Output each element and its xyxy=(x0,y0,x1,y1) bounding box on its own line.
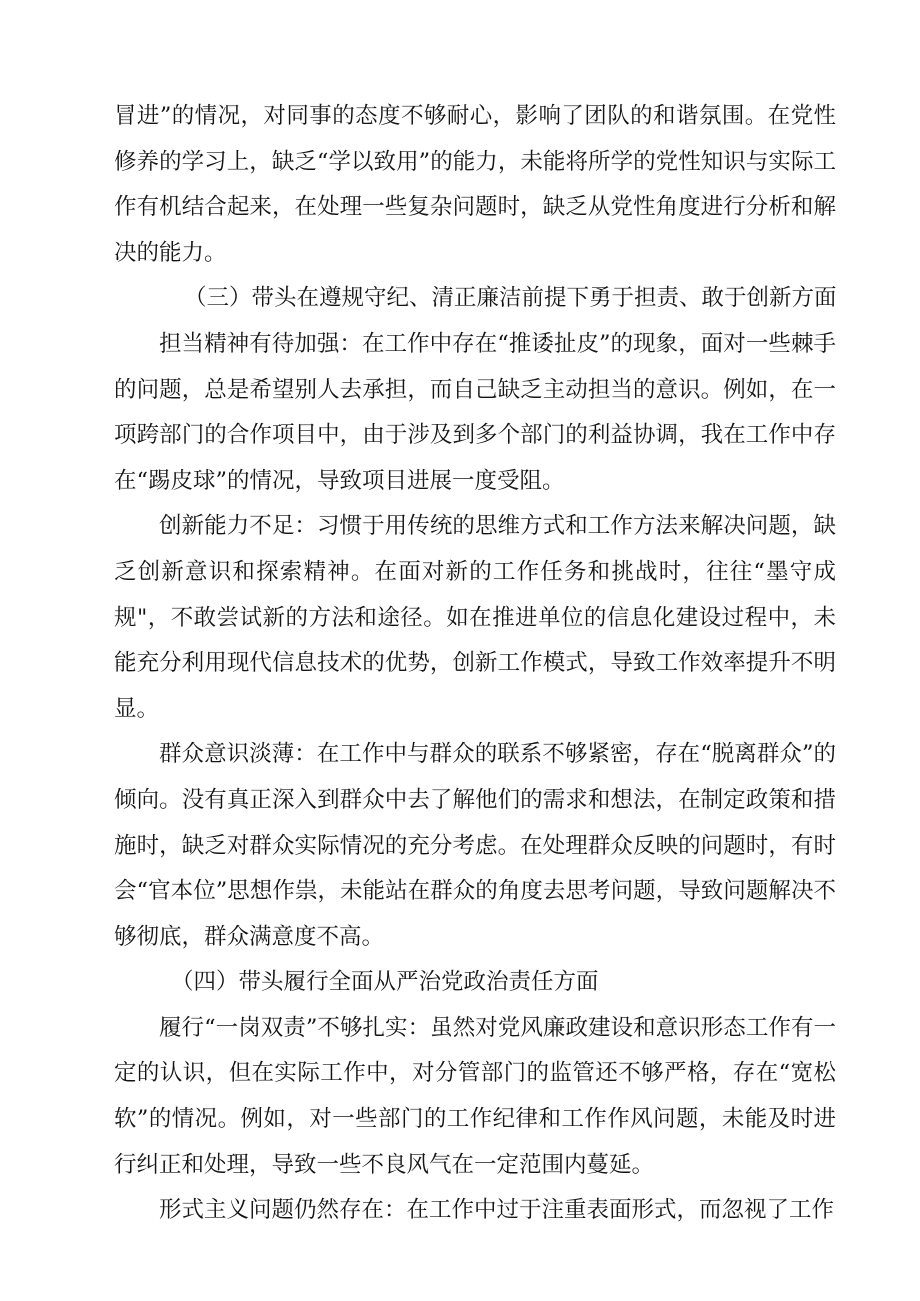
document-body xyxy=(114,94,836,1234)
paragraph-mass-awareness: 群众意识淡薄：在工作中与群众的联系不够紧密，存在“脱离群众”的倾向。没有真正深入到群众中去了解他们的需求和想法，在制定政策和措施时，缺乏对群众实际情况的充分考虑。在处理群众反映的问题时，有时会“官本位”思想作祟，未能站在群众的角度去思考问题，导致问题解决不够彻底，群众满意度不高。 xyxy=(114,741,836,950)
paragraph-party-spirit-continuation: 冒进”的情况，对同事的态度不够耐心，影响了团队的和谐氛围。在党性修养的学习上，缺乏“学以致用”的能力，未能将所学的党性知识与实际工作有机结合起来，在处理一些复杂问题时，缺乏从党性角度进行分析和解决的能力。 xyxy=(114,103,836,266)
paragraph-responsibility: 担当精神有待加强：在工作中存在“推诿扯皮”的现象，面对一些棘手的问题，总是希望别人去承担，而自己缺乏主动担当的意识。例如，在一项跨部门的合作项目中，由于涉及到多个部门的利益协调，我在工作中存在“踢皮球”的情况，导致项目进展一度受阻。 xyxy=(114,330,836,494)
section-heading-3: （三）带头在遵规守纪、清正廉洁前提下勇于担责、敢于创新方面 xyxy=(184,285,837,312)
paragraph-formalism: 形式主义问题仍然存在：在工作中过于注重表面形式，而忽视了工作 xyxy=(159,1197,835,1224)
section-heading-4: （四）带头履行全面从严治党政治责任方面 xyxy=(171,969,599,996)
paragraph-dual-responsibility: 履行“一岗双责”不够扎实：虽然对党风廉政建设和意识形态工作有一定的认识，但在实际工作中，对分管部门的监管还不够严格，存在“宽松软”的情况。例如，对一些部门的工作纪律和工作作风问题，未能及时进行纠正和处理，导致一些不良风气在一定范围内蔓延。 xyxy=(114,1014,836,1178)
paragraph-innovation: 创新能力不足：习惯于用传统的思维方式和工作方法来解决问题，缺乏创新意识和探索精神。在面对新的工作任务和挑战时，往往“墨守成规"，不敢尝试新的方法和途径。如在推进单位的信息化建设过程中，未能充分利用现代信息技术的优势，创新工作模式，导致工作效率提升不明显。 xyxy=(114,513,836,722)
